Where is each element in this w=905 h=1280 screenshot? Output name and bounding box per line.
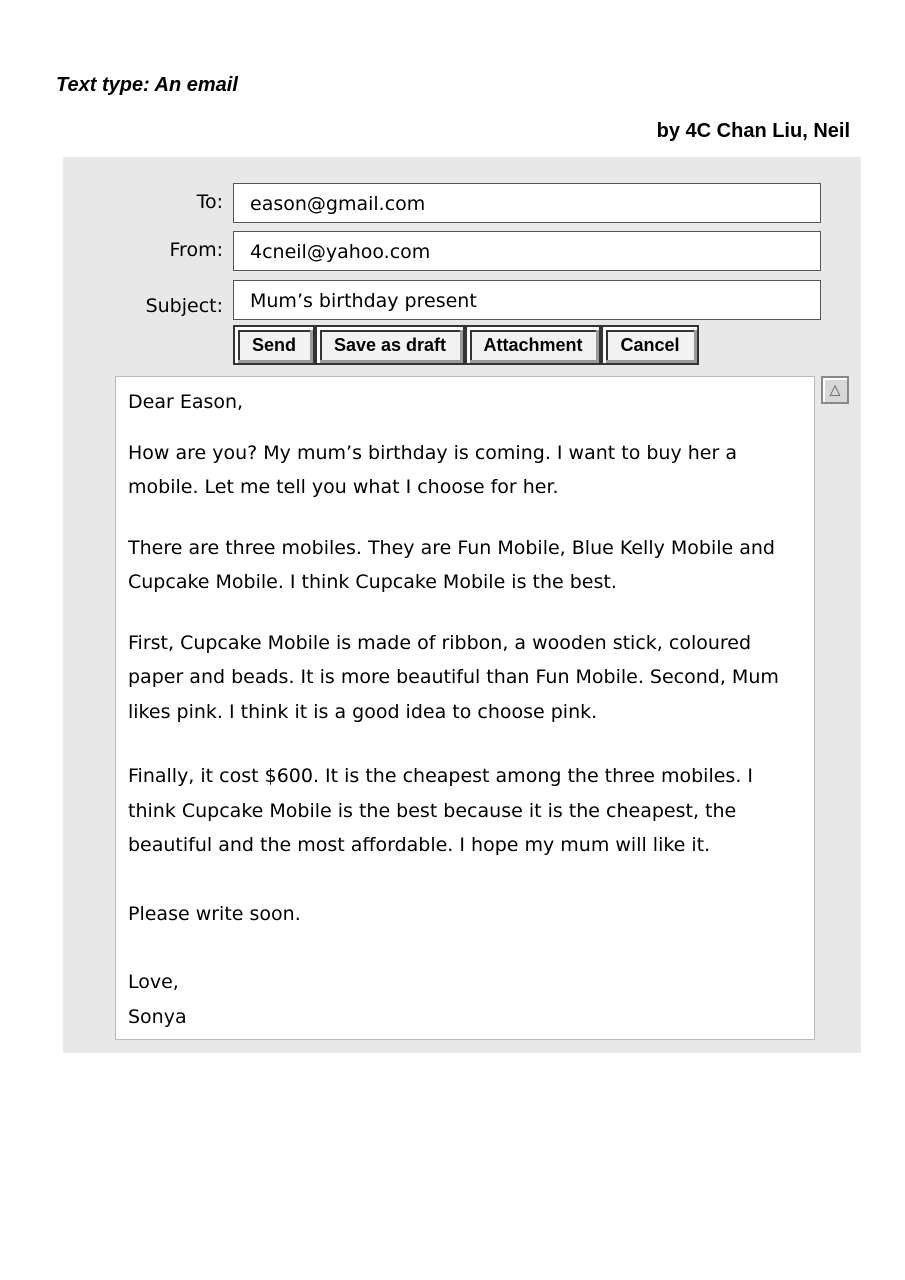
signature: Sonya (128, 1005, 187, 1028)
scroll-up-icon[interactable]: △ (821, 376, 849, 404)
from-field[interactable]: 4cneil@yahoo.com (233, 231, 821, 271)
from-label: From: (169, 239, 223, 261)
attachment-button[interactable]: Attachment (465, 325, 601, 365)
closing-line: Please write soon. (128, 902, 301, 925)
to-field[interactable]: eason@gmail.com (233, 183, 821, 223)
email-body[interactable] (115, 376, 815, 1040)
paragraph-3: First, Cupcake Mobile is made of ribbon, a wooden stick, coloured paper and beads. It is more beautiful than Fun Mobile. Second, Mum likes pink. I think it is a good idea to choose pink. (128, 631, 779, 723)
send-button[interactable]: Send (233, 325, 315, 365)
to-label: To: (196, 191, 223, 213)
paragraph-4: Finally, it cost $600. It is the cheapest among the three mobiles. I think Cupcake Mobile is the best because it is the cheapest, the beautiful and the most affordable. I hope my mum will like it. (128, 765, 754, 856)
email-toolbar (233, 325, 699, 365)
paragraph-1: How are you? My mum’s birthday is coming. I want to buy her a mobile. Let me tell you what I choose for her. (128, 441, 737, 498)
author-line: by 4C Chan Liu, Neil (656, 120, 850, 142)
subject-label: Subject: (145, 295, 223, 317)
signoff: Love, (128, 971, 179, 993)
subject-field[interactable]: Mum’s birthday present (233, 280, 821, 320)
cancel-button[interactable]: Cancel (601, 325, 699, 365)
email-compose-panel (63, 157, 861, 1053)
save-draft-button[interactable]: Save as draft (315, 325, 465, 365)
paragraph-2: There are three mobiles. They are Fun Mobile, Blue Kelly Mobile and Cupcake Mobile. I think Cupcake Mobile is the best. (128, 536, 775, 593)
greeting: Dear Eason, (128, 391, 244, 413)
text-type-heading: Text type: An email (56, 74, 238, 96)
